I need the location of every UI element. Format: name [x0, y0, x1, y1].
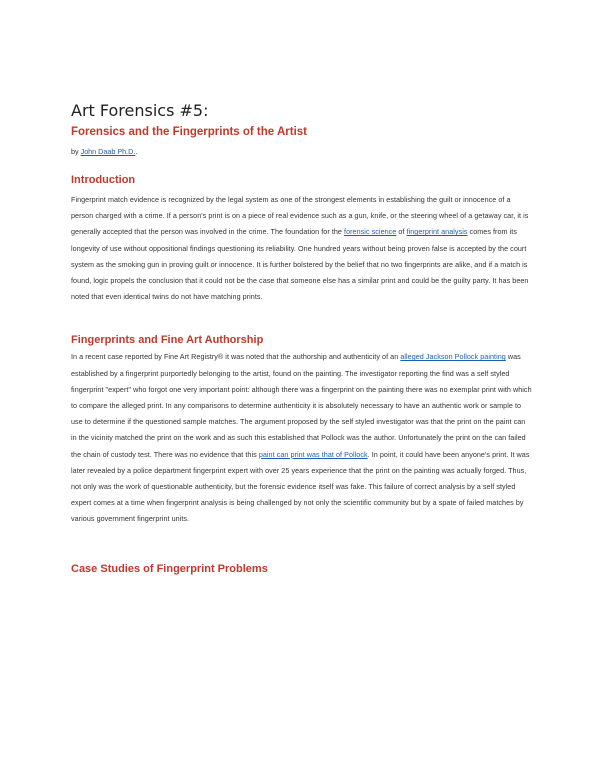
- section-case-studies: [71, 562, 533, 577]
- fingerprint-analysis-link[interactable]: fingerprint analysis: [406, 227, 468, 237]
- paragraph-text: Fingerprint match evidence is recognized by the legal system as one of the strongest elements in establishing the guilt or innocence of a person charged with a crime. If a person's print is on a piece of real evidence such as a gun, knife, or the steering wheel of a getaway car, it is generally accepted that the person was involved in the crime. The foundation for the: [71, 195, 529, 237]
- introduction-paragraph: [71, 192, 533, 305]
- section-heading-introduction: Introduction: [71, 174, 136, 186]
- paragraph-text: was established by a fingerprint purportedly belonging to the artist, found on the painting. The investigator reporting the find was a self styled fingerprint "expert" who forgot one very important point: although there was a fingerprint on the painting there was no exemplar print with which to compare the alleged print. In any comparisons to determine authenticity it is absolutely necessary to have an authentic work or sample to use to determine if the questioned sample matches. The argument proposed by the self styled investigator was that the print on the paint can in the vicinity matched the print on the work and as such this established that Pollock was the author. Unfortunately the print on the can failed the chain of custody test. There was no evidence that this: [71, 352, 532, 459]
- article-title: Art Forensics #5:: [71, 101, 209, 120]
- byline: [71, 146, 533, 157]
- paint-can-print-link[interactable]: paint can print was that of Pollock: [258, 449, 368, 459]
- author-link[interactable]: John Daab Ph.D.: [80, 147, 136, 156]
- byline-suffix: .: [135, 147, 138, 156]
- fine-art-paragraph: [71, 349, 533, 527]
- pollock-painting-link[interactable]: alleged Jackson Pollock painting: [400, 352, 506, 362]
- forensic-science-link[interactable]: forensic science: [344, 227, 397, 237]
- section-introduction: [71, 173, 533, 305]
- article-subtitle: Forensics and the Fingerprints of the Artist: [71, 126, 307, 138]
- paragraph-text: In a recent case reported by Fine Art Registry® it was noted that the authorship and authenticity of an: [71, 352, 401, 362]
- article: [71, 100, 533, 577]
- byline-prefix: by: [71, 147, 81, 156]
- paragraph-text: of: [396, 227, 407, 237]
- paragraph-text: . In point, it could have been anyone's print. It was later revealed by a police department fingerprint expert with over 25 years experience that the print on the painting was actually forged. Thus, not only was the work of questionable authenticity, but the forensic evidence itself was fake. This failure of correct analysis by a self styled expert comes at a time when fingerprint analysis is being challenged by not only the scientific community but by a spate of failed matches by various government fingerprint units.: [71, 449, 530, 524]
- section-heading-fine-art: Fingerprints and Fine Art Authorship: [71, 334, 264, 347]
- section-fine-art-authorship: [71, 333, 533, 527]
- paragraph-text: comes from its longevity of use without oppositional findings questioning its reliability. One hundred years without being proven false is accepted by the court system as the smoking gun in proving guilt or innocence. It is further bolstered by the belief that no two fingerprints are alike, and if a match is found, logic propels the conclusion that it could not be the case that someone else has a similar print and could be the guilty party. It has been noted that even identical twins do not have matching prints.: [71, 227, 529, 302]
- section-heading-case-studies: Case Studies of Fingerprint Problems: [71, 562, 268, 575]
